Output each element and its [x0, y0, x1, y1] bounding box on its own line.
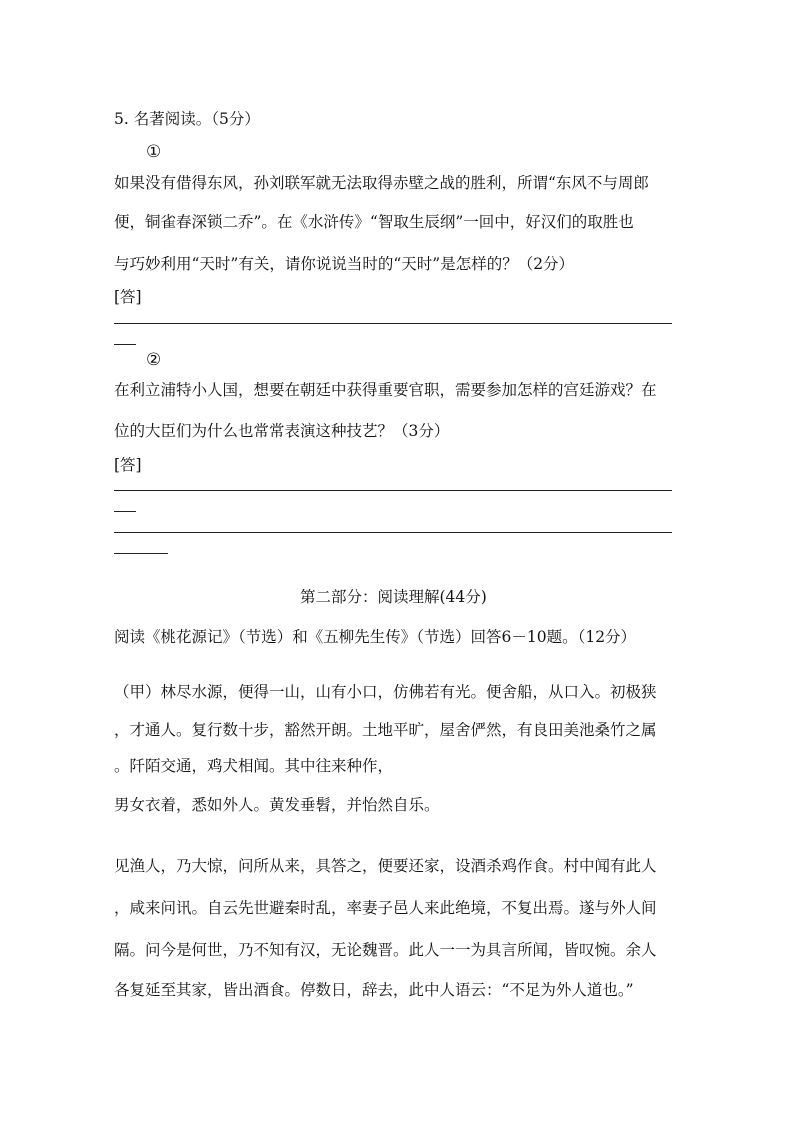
sub-question-1-text-line: 与巧妙利用“天时”有关，请你说说当时的“天时”是怎样的？（2分）: [114, 255, 575, 273]
sub-question-1-text-line: 如果没有借得东风，孙刘联军就无法取得赤壁之战的胜利，所谓“东风不与周郎: [114, 174, 649, 192]
question-5-title: 5. 名著阅读。（5分）: [114, 110, 260, 128]
answer-label: [答]: [114, 456, 142, 474]
sub-question-2-text-line: 位的大臣们为什么也常常表演这种技艺？（3分）: [114, 422, 450, 440]
answer-line-end: [114, 344, 136, 345]
sub-question-2-text-line: 在利立浦特小人国，想要在朝廷中获得重要官职，需要参加怎样的宫廷游戏？在: [114, 381, 657, 399]
passage-line: ，咸来问讯。自云先世避秦时乱，率妻子邑人来此绝境，不复出焉。遂与外人间: [114, 899, 657, 917]
answer-line[interactable]: [114, 532, 672, 533]
passage-line: 。阡陌交通，鸡犬相闻。其中往来种作，: [114, 757, 394, 775]
passage-line: 男女衣着，悉如外人。黄发垂髫，并怡然自乐。: [114, 796, 440, 814]
answer-line[interactable]: [114, 490, 672, 491]
passage-line: 各复延至其家，皆出酒食。停数日，辞去，此中人语云：“不足为外人道也。”: [114, 981, 634, 999]
sub-question-2-marker: ②: [146, 350, 162, 370]
section-heading: 第二部分：阅读理解(44分): [300, 588, 487, 606]
sub-question-1-marker: ①: [146, 142, 162, 162]
passage-line: 见渔人，乃大惊，问所从来，具答之，便要还家，设酒杀鸡作食。村中闻有此人: [114, 857, 657, 875]
answer-line-end: [114, 553, 168, 554]
passage-line: （甲）林尽水源，便得一山，山有小口，仿佛若有光。便舍船，从口入。初极狭: [114, 683, 657, 701]
answer-line[interactable]: [114, 323, 672, 324]
answer-label: [答]: [114, 288, 142, 306]
passage-line: ，才通人。复行数十步，豁然开朗。土地平旷，屋舍俨然，有良田美池桑竹之属: [114, 721, 657, 739]
passage-line: 隔。问今是何世，乃不知有汉，无论魏晋。此人一一为具言所闻，皆叹惋。余人: [114, 941, 657, 959]
reading-instruction: 阅读《桃花源记》（节选）和《五柳先生传》（节选）回答6－10题。（12分）: [114, 628, 637, 646]
sub-question-1-text-line: 便，铜雀春深锁二乔”。在《水浒传》“智取生辰纲”一回中，好汉们的取胜也: [114, 213, 634, 231]
answer-line-end: [114, 511, 136, 512]
